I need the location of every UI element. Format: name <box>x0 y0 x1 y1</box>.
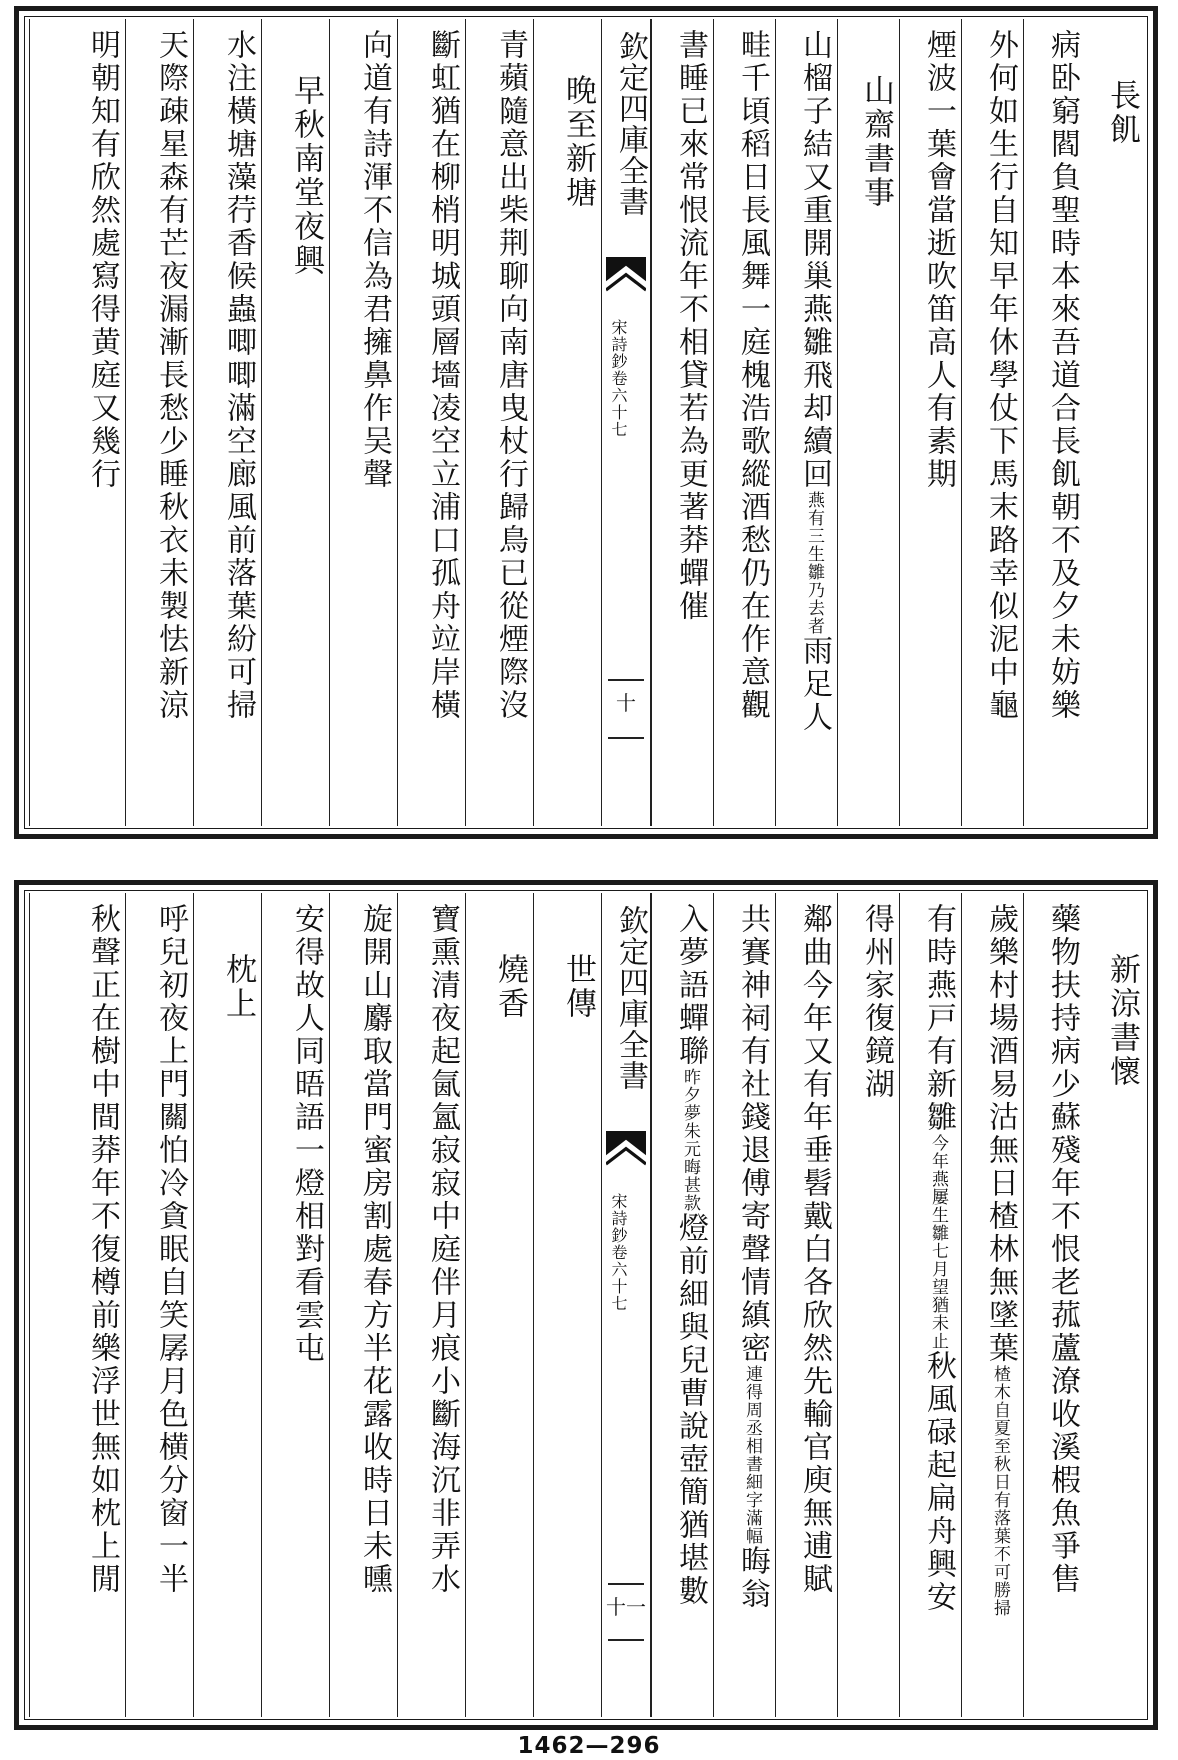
annotation-note: 連得周丞相書細字滿幅 <box>742 1365 762 1545</box>
fishtail-mark-icon <box>606 257 646 301</box>
center-gutter <box>601 19 651 826</box>
verse-column: 寶熏清夜起氤氳寂寂中庭伴月痕小斷海沉非弄水 <box>397 893 465 1717</box>
verse-column: 鄰曲今年又有年垂髫戴白各欣然先輸官庾無逋賦 <box>775 893 837 1717</box>
verse-column: 世傳 <box>533 893 601 1717</box>
gutter-rule <box>608 737 644 739</box>
verse-text: 共賽神祠有社錢退傅寄聲情縝密 <box>735 903 770 1365</box>
verse-column: 呼兒初夜上門關怕冷貪眠自笑孱月色横分窗一半 <box>125 893 193 1717</box>
verse-column <box>961 893 1023 1717</box>
verse-column: 水注橫塘藻荇香候蟲唧唧滿空廊風前落葉紛可掃 <box>193 19 261 826</box>
page-number: 1462—296 <box>517 1733 661 1759</box>
fishtail-mark-icon <box>606 1131 646 1175</box>
verse-column: 病卧窮閻負聖時本來吾道合長飢朝不及夕未妨樂 <box>1023 19 1085 826</box>
verse-text: 歲樂村場酒易沽無日楂林無墜葉 <box>983 903 1018 1365</box>
verse-column: 得州家復鏡湖 <box>837 893 899 1717</box>
verse-column: 秋聲正在樹中間莽年不復樽前樂浮世無如枕上閒 <box>29 893 125 1717</box>
verse-column: 旋開山麝取當門蜜房割處春方半花露收時日未曛 <box>329 893 397 1717</box>
verse-column: 斷虹猶在柳梢明城頭層墻凌空立浦口孤舟竝岸橫 <box>397 19 465 826</box>
gutter-rule <box>608 1639 644 1641</box>
verse-column: 煙波一葉會當逝吹笛高人有素期 <box>899 19 961 826</box>
gutter-rule <box>608 1583 644 1585</box>
collection-title: 欽定四庫全書 <box>613 31 648 217</box>
poem-title: 枕上 <box>193 893 261 1717</box>
verse-text: 燈前細與兒曹說壺簡猶堪數 <box>673 1212 708 1608</box>
verse-column <box>775 19 837 826</box>
annotation-note: 昨夕夢朱元晦甚款 <box>680 1068 700 1212</box>
folio-number: 十 <box>616 691 636 715</box>
verse-column <box>651 893 713 1717</box>
collection-title: 欽定四庫全書 <box>613 905 648 1091</box>
volume-label: 宋詩鈔卷六十七 <box>609 1193 628 1312</box>
verse-text: 晦翁 <box>735 1545 770 1611</box>
poem-title: 早秋南堂夜興 <box>261 19 329 826</box>
verse-text: 山榴子結又重開巢燕雛飛却續回 <box>797 29 832 491</box>
bottom-page <box>14 880 1158 1730</box>
top-page <box>14 6 1158 839</box>
volume-label: 宋詩鈔卷六十七 <box>609 319 628 438</box>
verse-column: 藥物扶持病少蘇殘年不恨老菰蘆潦收溪椵魚爭售 <box>1023 893 1085 1717</box>
verse-column: 青蘋隨意出柴荆聊向南唐曳杖行歸鳥已從煙際沒 <box>465 19 533 826</box>
verse-column: 安得故人同晤語一燈相對看雲屯 <box>261 893 329 1717</box>
verse-column: 明朝知有欣然處寫得黄庭又幾行 <box>29 19 125 826</box>
verse-column: 書睡已來常恨流年不相貸若為更著莽蟬催 <box>651 19 713 826</box>
poem-title: 晚至新塘 <box>533 19 601 826</box>
verse-text: 有時燕戸有新雛 <box>921 903 956 1134</box>
center-gutter <box>601 893 651 1717</box>
annotation-note: 燕有三生雛乃去者 <box>804 491 824 635</box>
gutter-rule <box>608 679 644 681</box>
verse-text: 入夢語蟬聯 <box>673 903 708 1068</box>
verse-column: 外何如生行自知早年休學仗下馬末路幸似泥中龜 <box>961 19 1023 826</box>
verse-column <box>899 893 961 1717</box>
verse-column: 向道有詩渾不信為君擁鼻作吴聲 <box>329 19 397 826</box>
verse-column: 畦千頃稻日長風舞一庭槐浩歌縱酒愁仍在作意觀 <box>713 19 775 826</box>
verse-column <box>713 893 775 1717</box>
poem-title: 燒香 <box>465 893 533 1717</box>
verse-text: 秋風碌起扁舟興安 <box>921 1350 956 1614</box>
annotation-note: 今年燕屢生雛七月望猶未止 <box>928 1134 948 1350</box>
verse-text: 雨足人 <box>797 635 832 734</box>
poem-title: 山齋書事 <box>837 19 899 826</box>
annotation-note: 楂木自夏至秋日有落葉不可勝掃 <box>990 1365 1010 1617</box>
poem-title: 新涼書懷 <box>1104 953 1140 1089</box>
poem-title: 長飢 <box>1104 79 1140 147</box>
folio-number: 十一 <box>606 1595 646 1619</box>
verse-column: 天際疎星森有芒夜漏漸長愁少睡秋衣未製怯新涼 <box>125 19 193 826</box>
